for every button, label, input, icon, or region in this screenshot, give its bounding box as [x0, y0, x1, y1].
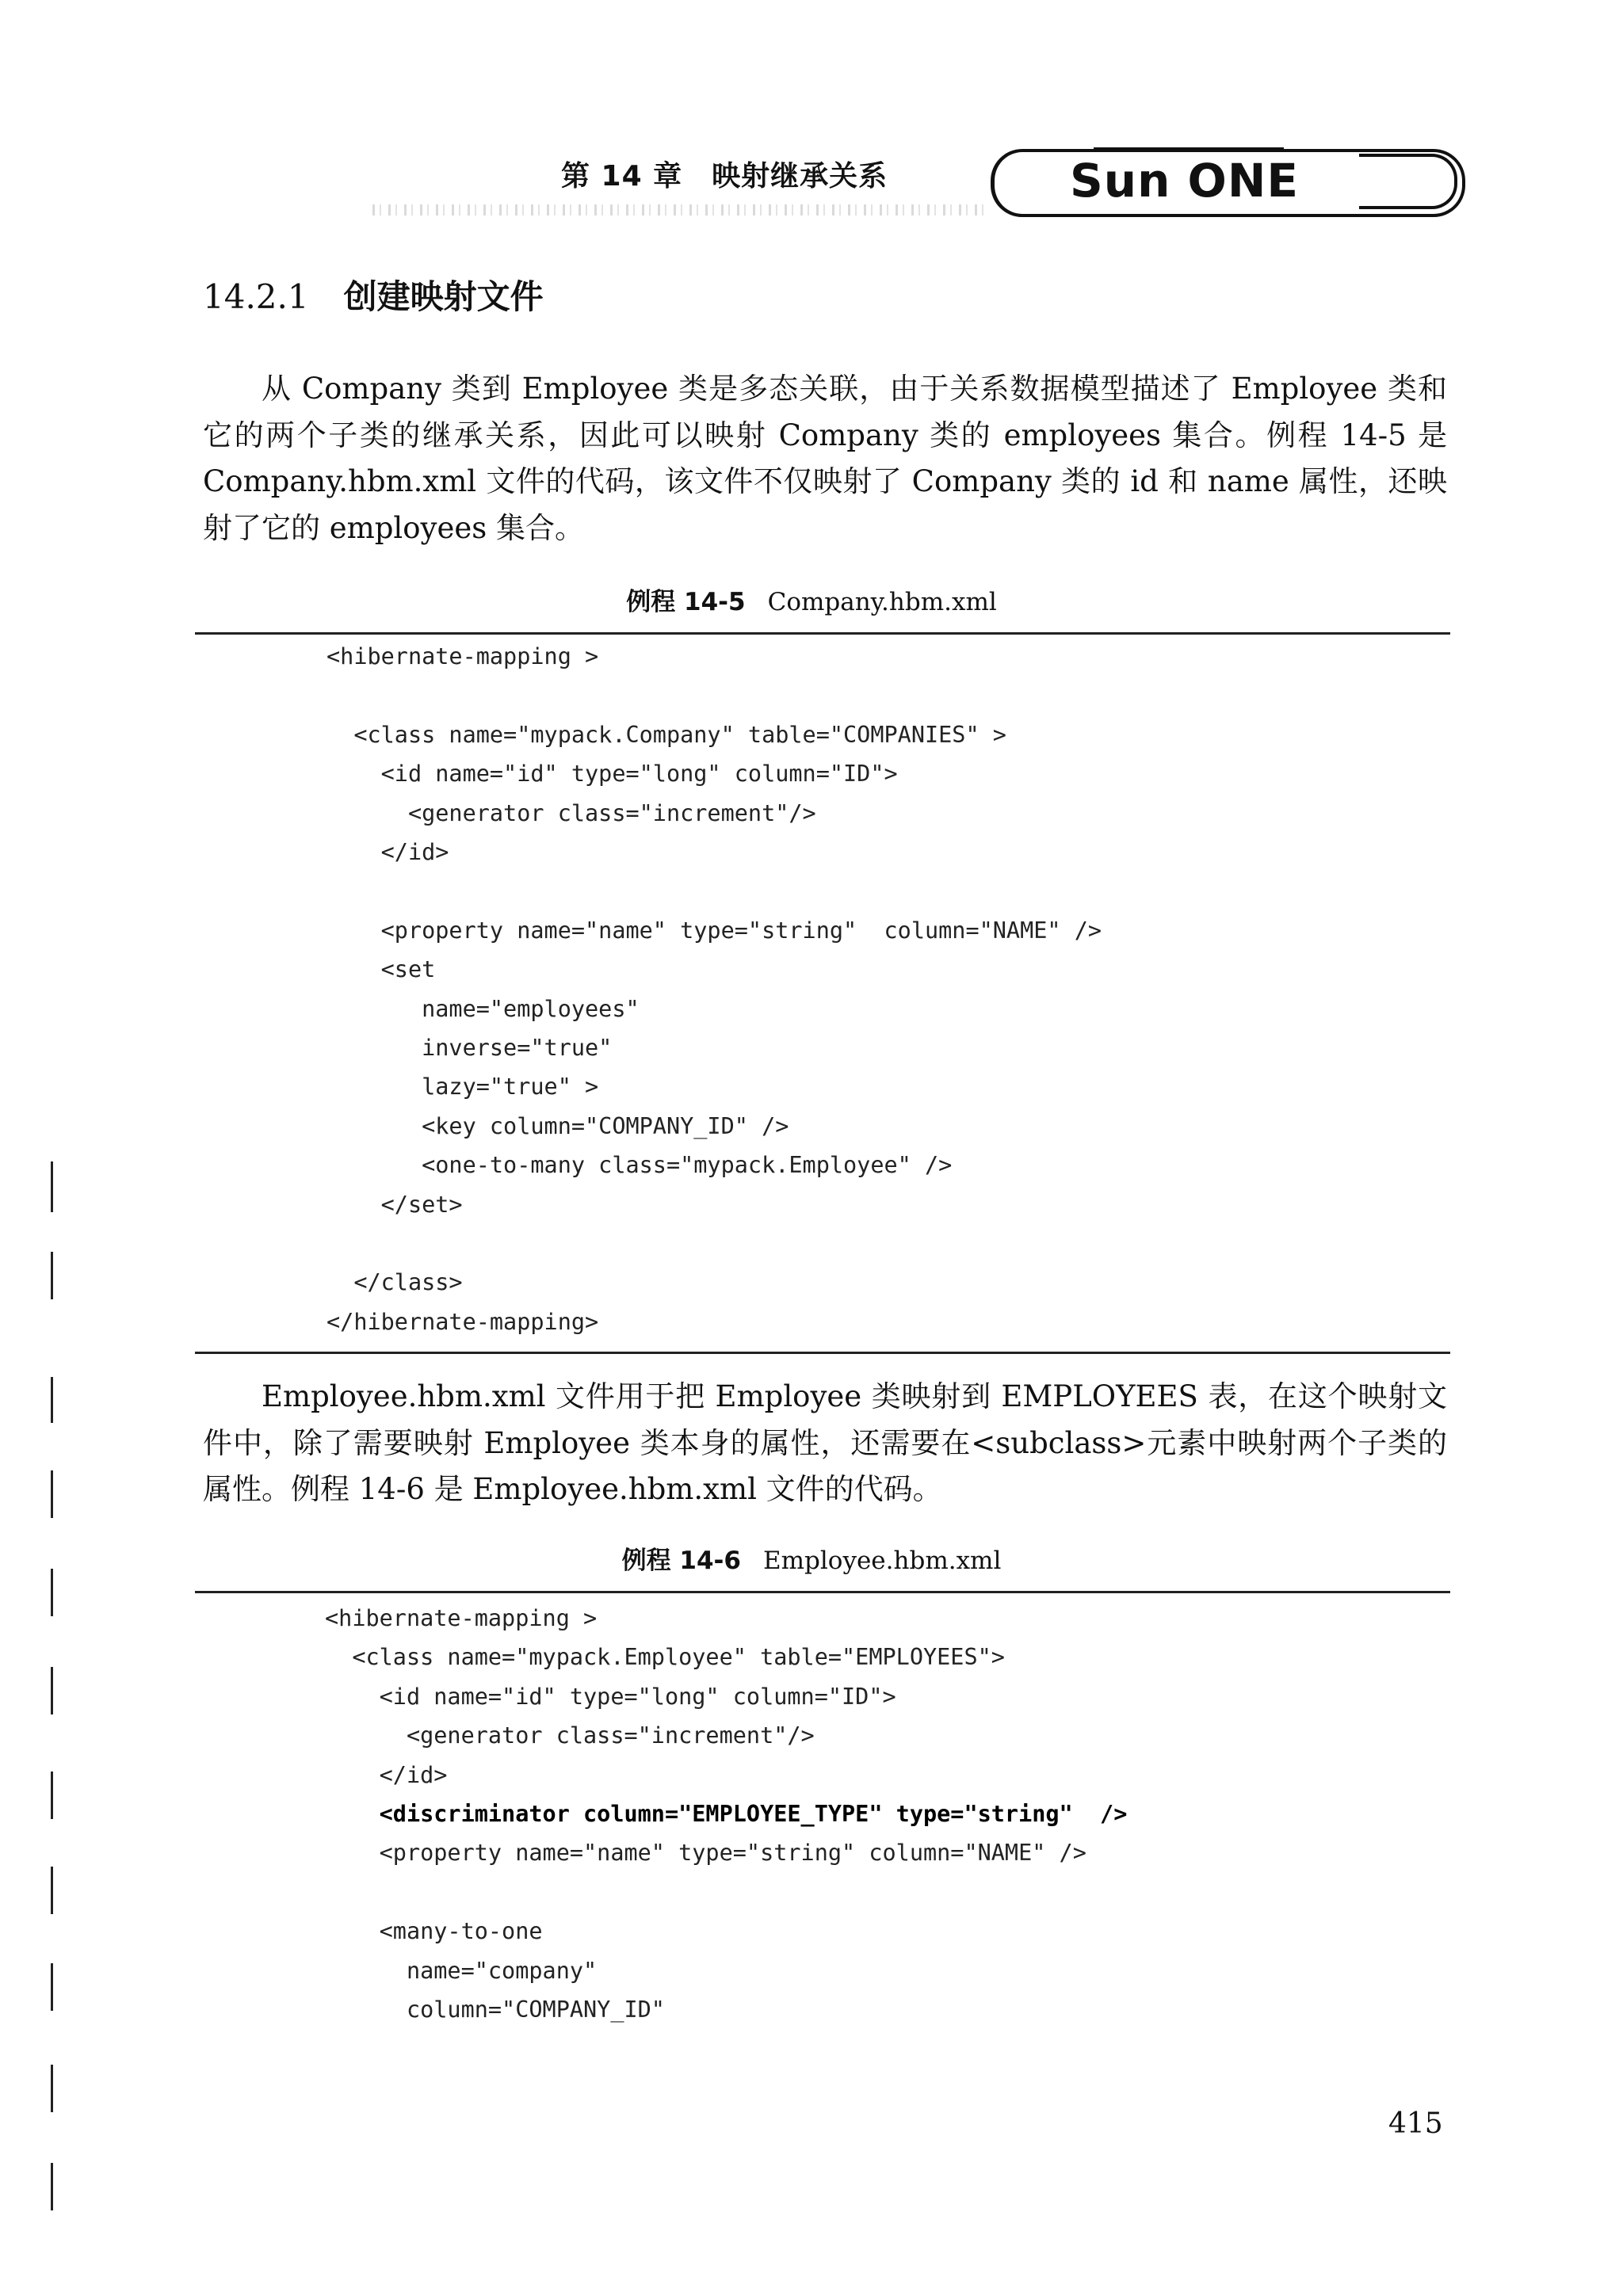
listing-caption-1: [0, 582, 1623, 617]
body-paragraph-2: Employee.hbm.xml 文件用于把 Employee 类映射到 EMPLOYEES 表，在这个映射文件中，除了需要映射 Employee 类本身的属性，还需要在<subclass>元素中映射两个子类的属性。例程 14-6 是 Employee.hbm.xml 文件的代码。: [203, 1379, 1447, 1506]
code-line: <class name="mypack.Employee" table="EMPLOYEES">: [325, 1644, 1005, 1671]
section-heading: [203, 271, 544, 318]
margin-mark: [51, 1470, 53, 1518]
code-line: </set>: [327, 1191, 463, 1218]
margin-mark: [51, 1377, 53, 1423]
listing-label: 例程 14-5: [626, 588, 746, 616]
margin-mark: [51, 1569, 53, 1616]
code-line: <property name="name" type="string" column="NAME" />: [327, 917, 1102, 944]
margin-mark: [51, 1772, 53, 1819]
code-line: <property name="name" type="string" column="NAME" />: [325, 1840, 1086, 1867]
margin-mark: [51, 2163, 53, 2210]
code-line: <generator class="increment"/>: [327, 799, 816, 826]
listing-label: 例程 14-6: [621, 1547, 741, 1575]
listing-caption-2: [0, 1540, 1623, 1576]
body-paragraph-1: 从 Company 类到 Employee 类是多态关联，由于关系数据模型描述了 Employee 类和它的两个子类的继承关系，因此可以映射 Company 类的 employees 集合。例程 14-5 是 Company.hbm.xml 文件的代码，该文件不仅映射了 Company 类的 id 和 name 属性，还映射了它的 employees 集合。: [203, 372, 1447, 545]
margin-mark: [51, 1667, 53, 1714]
code-line: <key column="COMPANY_ID" />: [327, 1112, 789, 1139]
code-line: name="employees": [327, 995, 640, 1022]
code-line: </hibernate-mapping>: [327, 1308, 599, 1335]
logo-bar-decoration: [1094, 147, 1284, 152]
margin-mark: [51, 1161, 53, 1212]
code-line: column="COMPANY_ID": [325, 1997, 665, 2023]
section-number: 14.2.1: [203, 277, 309, 316]
code-line: inverse="true": [327, 1035, 613, 1061]
code-line: <many-to-one: [325, 1918, 543, 1945]
listing-bottom-rule: [195, 1352, 1450, 1354]
running-header: [0, 143, 1623, 238]
code-line: <set: [327, 956, 436, 983]
code-line: <hibernate-mapping >: [327, 643, 599, 669]
code-line: lazy="true" >: [327, 1074, 599, 1100]
margin-mark: [51, 1867, 53, 1914]
code-line: <hibernate-mapping >: [325, 1605, 598, 1631]
logo-tail-decoration: [1359, 154, 1457, 209]
header-decoration: [372, 204, 991, 215]
listing-top-rule: [195, 632, 1450, 635]
listing-filename: Company.hbm.xml: [767, 588, 997, 616]
listing-filename: Employee.hbm.xml: [763, 1547, 1002, 1575]
code-line: <class name="mypack.Company" table="COMPANIES" >: [327, 721, 1006, 748]
code-line: name="company": [325, 1957, 598, 1984]
code-line: </id>: [327, 839, 449, 865]
section-title: 创建映射文件: [343, 277, 544, 316]
listing-top-rule: [195, 1591, 1450, 1593]
code-line: <id name="id" type="long" column="ID">: [327, 761, 898, 788]
code-line: </class>: [327, 1269, 463, 1296]
code-line: <discriminator column="EMPLOYEE_TYPE" type="string" />: [325, 1801, 1128, 1827]
code-line: </id>: [325, 1761, 448, 1788]
margin-mark: [51, 2065, 53, 2112]
page-number: 415: [1388, 2107, 1443, 2140]
code-line: <one-to-many class="mypack.Employee" />: [327, 1152, 953, 1179]
code-line: <generator class="increment"/>: [325, 1722, 815, 1749]
margin-mark: [51, 1963, 53, 2011]
chapter-title: 第 14 章 映射继承关系: [561, 160, 888, 193]
code-line: <id name="id" type="long" column="ID">: [325, 1683, 896, 1710]
logo-text: Sun ONE: [1070, 154, 1300, 208]
margin-mark: [51, 1252, 53, 1299]
